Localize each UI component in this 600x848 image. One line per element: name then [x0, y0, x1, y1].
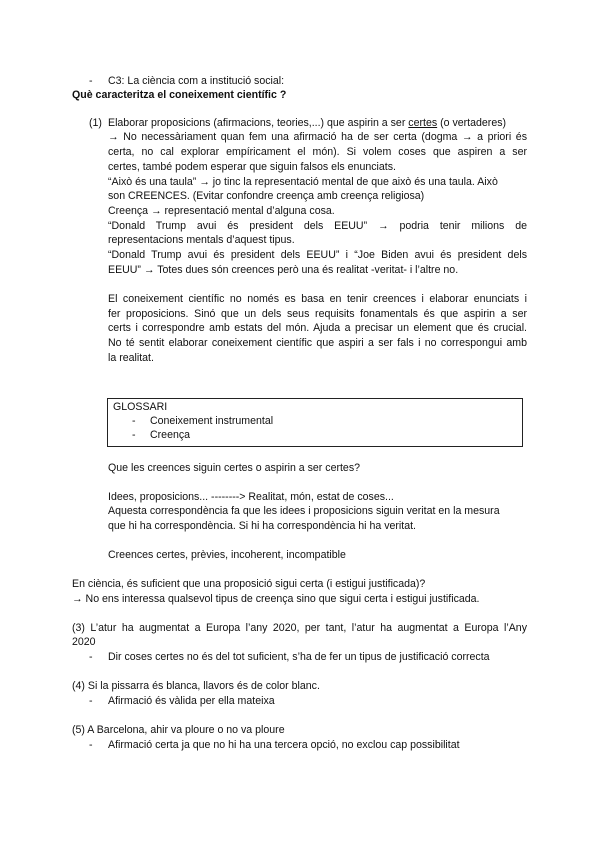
glossary-item: Coneixement instrumental [150, 415, 274, 427]
point1-line4: certes, també podem esperar que siguin falsos els enunciats. [108, 161, 396, 173]
point1-line9: representacions mentals d’aquest tipus. [108, 234, 295, 246]
point1-line11: EEUU” → Totes dues són creences però una és realitat -veritat- i l’altre no. [108, 264, 459, 276]
point4-bullet: - [89, 695, 93, 707]
block3-question: Que les creences siguin certes o aspirin a ser certes? [108, 462, 361, 474]
point1-line7: Creença → representació mental d’alguna cosa. [108, 205, 335, 217]
underlined-word: certes [408, 117, 438, 129]
para2-line5: la realitat. [108, 352, 154, 364]
header-bullet: - [89, 75, 93, 87]
point3-line2: 2020 [72, 636, 96, 648]
glossary-bullet: - [132, 429, 136, 441]
point4-line1: (4) Si la pissarra és blanca, llavors és de color blanc. [72, 680, 320, 692]
point1-line3: certa, no cal explorar empíricament el món). Si volem coses que aspiren a ser [108, 146, 527, 158]
block4-line2: → No ens interessa qualsevol tipus de creença sino que sigui certa i estigui justificada. [72, 593, 480, 605]
point1-line10: “Donald Trump avui és president dels EEUU” i “Joe Biden avui és president dels [108, 249, 527, 261]
point5-line1: (5) A Barcelona, ahir va ploure o no va ploure [72, 724, 285, 736]
para2-line4: No té sentit elaborar coneixement científic que aspiri a ser fals i no correspongui amb [108, 337, 527, 349]
point1-line6: son CREENCES. (Evitar confondre creença amb creença religiosa) [108, 190, 425, 202]
para2-line3: certs i correspondre amb estats del món. Ajuda a precisar un element que és crucial. [108, 322, 527, 334]
block3-line1: Idees, proposicions... --------> Realitat, món, estat de coses... [108, 491, 394, 503]
point1-number: (1) [89, 117, 102, 129]
glossary-item: Creença [150, 429, 191, 441]
glossary-title: GLOSSARI [113, 401, 168, 413]
para2-line1: El coneixement científic no només es basa en tenir creences i elaborar enunciats i [108, 293, 527, 305]
para2-line2: fer proposicions. Sinó que un dels seus requisits fonamentals és que aspirin a ser [108, 308, 527, 320]
point5-sub: Afirmació certa ja que no hi ha una tercera opció, no exclou cap possibilitat [108, 739, 460, 751]
block3-line2: Aquesta correspondència fa que les idees i proposicions siguin veritat en la mesura [108, 505, 500, 517]
point1-line8: “Donald Trump avui és president dels EEUU” → podria tenir milions de [108, 220, 527, 232]
point3-bullet: - [89, 651, 93, 663]
point3-line1: (3) L’atur ha augmentat a Europa l’any 2020, per tant, l’atur ha augmentat a Europa l’Any [72, 622, 527, 634]
block3-line3: que hi ha correspondència. Si hi ha correspondència hi ha veritat. [108, 520, 416, 532]
block4-line1: En ciència, és suficient que una proposició sigui certa (i estigui justificada)? [72, 578, 426, 590]
point1-line5: “Això és una taula” → jo tinc la representació mental de que això és una taula. Això [108, 176, 498, 188]
point1-line1: Elaborar proposicions (afirmacions, teories,...) que aspirin a ser certes (o vertaderes) [108, 117, 507, 129]
main-question: Què caracteritza el coneixement científic ? [72, 89, 287, 101]
point3-sub: Dir coses certes no és del tot suficient, s’ha de fer un tipus de justificació correcta [108, 651, 490, 663]
header-item: C3: La ciència com a institució social: [108, 75, 285, 87]
point1-line2: → No necessàriament quan fem una afirmació ha de ser certa (dogma → a priori és [108, 131, 527, 143]
point4-sub: Afirmació és vàlida per ella mateixa [108, 695, 275, 707]
block3-line4: Creences certes, prèvies, incoherent, incompatible [108, 549, 346, 561]
point5-bullet: - [89, 739, 93, 751]
glossary-bullet: - [132, 415, 136, 427]
